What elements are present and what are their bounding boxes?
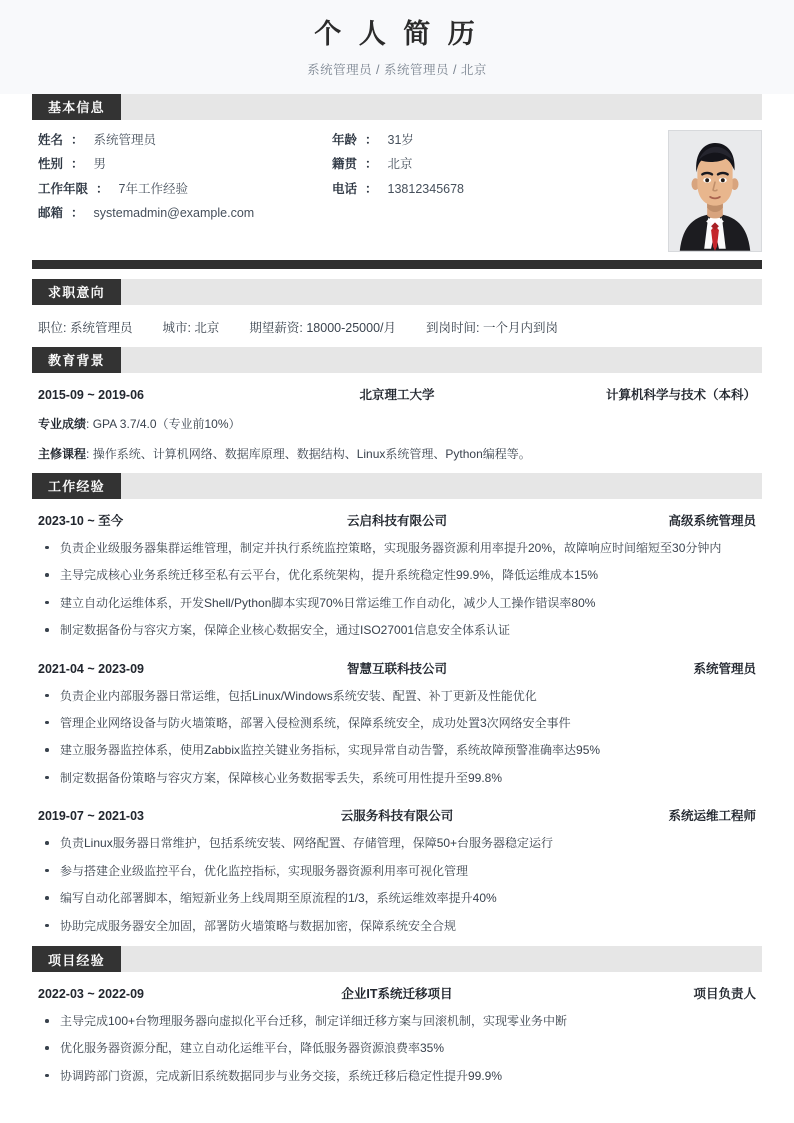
project-heading-row	[38, 984, 756, 1002]
section-title-job-intention: 求职意向	[32, 279, 121, 305]
work-date: 2021-04 ~ 2023-09	[38, 661, 144, 676]
work-experience-item	[38, 806, 756, 936]
field-work-years-value: 7年工作经验	[118, 181, 188, 196]
education-date: 2015-09 ~ 2019-06	[38, 387, 144, 402]
field-age-colon: ：	[365, 132, 378, 147]
section-strip	[121, 473, 762, 499]
field-age	[332, 134, 602, 147]
section-title-education: 教育背景	[32, 347, 121, 373]
work-heading-row	[38, 659, 756, 677]
work-role: 系统运维工程师	[668, 809, 756, 824]
field-phone-value: 13812345678	[387, 181, 465, 196]
field-email-colon: ：	[71, 206, 84, 221]
list-item: 建立服务器监控体系，使用Zabbix监控关键业务指标，实现异常自动告警，系统故障预警准确率达95%	[38, 741, 756, 760]
field-work-years-label: 工作年限	[38, 181, 89, 196]
field-age-label: 年龄	[332, 132, 358, 147]
basic-info-left-column	[32, 134, 332, 196]
avatar	[668, 130, 762, 252]
list-item: 协助完成服务器安全加固，部署防火墙策略与数据加密，保障系统安全合规	[38, 917, 756, 936]
work-experience-item	[38, 511, 756, 641]
intention-salary: 期望薪资: 18000-25000/月	[249, 320, 397, 335]
project-role: 项目负责人	[693, 987, 756, 1001]
field-email-label: 邮箱	[38, 206, 64, 221]
portrait-illustration	[669, 131, 761, 251]
education-major: 计算机科学与技术（本科）	[605, 387, 756, 402]
page-title: 个 人 简 历	[314, 19, 480, 49]
work-experience-body	[0, 499, 794, 946]
job-intention-body	[0, 305, 794, 347]
work-heading-row	[38, 511, 756, 529]
field-age-value: 31岁	[387, 132, 414, 147]
dark-divider	[32, 260, 762, 269]
education-body	[0, 373, 794, 473]
list-item: 主导完成100+台物理服务器向虚拟化平台迁移，制定详细迁移方案与回滚机制，实现零业务中断	[38, 1012, 756, 1031]
list-item: 制定数据备份策略与容灾方案，保障核心业务数据零丢失，系统可用性提升至99.8%	[38, 769, 756, 788]
education-courses-label: 主修课程	[38, 446, 87, 461]
section-header-work-experience	[0, 473, 794, 499]
list-item: 建立自动化运维体系，开发Shell/Python脚本实现70%日常运维工作自动化，减少人工操作错误率80%	[38, 594, 756, 613]
field-hometown-label: 籍贯	[332, 157, 358, 172]
work-role: 系统管理员	[693, 661, 756, 676]
list-item: 管理企业网络设备与防火墙策略，部署入侵检测系统，保障系统安全，成功处置3次网络安全事件	[38, 714, 756, 733]
project-name: 企业IT系统迁移项目	[341, 987, 453, 1001]
section-header-basic-info	[0, 94, 794, 120]
spacer	[0, 269, 794, 279]
work-company: 云启科技有限公司	[346, 513, 447, 528]
education-school: 北京理工大学	[359, 387, 435, 402]
work-experience-item	[38, 659, 756, 789]
work-bullet-list	[38, 539, 756, 641]
education-gpa-label: 专业成绩	[38, 416, 87, 431]
field-phone	[332, 183, 602, 196]
field-name-colon: ：	[71, 132, 84, 147]
basic-info-right-column	[332, 134, 602, 196]
section-strip	[121, 347, 762, 373]
education-gpa-row	[38, 415, 756, 433]
section-title-project-experience: 项目经验	[32, 946, 121, 972]
field-work-years-colon: ：	[96, 181, 109, 196]
project-bullet-list	[38, 1012, 756, 1086]
list-item: 负责企业级服务器集群运维管理，制定并执行系统监控策略，实现服务器资源利用率提升20%，故障响应时间缩短至30分钟内	[38, 539, 756, 558]
field-gender-label: 性别	[38, 157, 64, 172]
section-header-education	[0, 347, 794, 373]
list-item: 负责企业内部服务器日常运维，包括Linux/Windows系统安装、配置、补丁更新及性能优化	[38, 687, 756, 706]
project-experience-body	[0, 972, 794, 1096]
intention-city: 城市: 北京	[162, 320, 220, 335]
list-item: 主导完成核心业务系统迁移至私有云平台，优化系统架构，提升系统稳定性99.9%，降低运维成本15%	[38, 566, 756, 585]
education-heading-row	[38, 385, 756, 403]
work-bullet-list	[38, 687, 756, 789]
work-bullet-list	[38, 834, 756, 936]
work-date: 2023-10 ~ 至今	[38, 513, 124, 528]
section-title-work-experience: 工作经验	[32, 473, 121, 499]
work-date: 2019-07 ~ 2021-03	[38, 809, 144, 824]
resume-header	[0, 0, 794, 94]
education-courses-value: 操作系统、计算机网络、数据库原理、数据结构、Linux系统管理、Python编程等。	[92, 446, 531, 461]
list-item: 优化服务器资源分配，建立自动化运维平台，降低服务器资源浪费率35%	[38, 1039, 756, 1058]
field-gender	[38, 158, 332, 171]
project-date: 2022-03 ~ 2022-09	[38, 987, 144, 1001]
field-email-value: systemadmin@example.com	[93, 206, 255, 221]
intention-position: 职位: 系统管理员	[38, 320, 133, 335]
field-phone-label: 电话	[332, 181, 358, 196]
project-experience-item	[38, 984, 756, 1086]
page-subtitle: 系统管理员 / 系统管理员 / 北京	[307, 62, 487, 77]
field-hometown-colon: ：	[365, 157, 378, 172]
education-gpa-value: GPA 3.7/4.0（专业前10%）	[92, 416, 241, 431]
field-phone-colon: ：	[365, 181, 378, 196]
section-strip	[121, 94, 762, 120]
list-item: 编写自动化部署脚本，缩短新业务上线周期至原流程的1/3，系统运维效率提升40%	[38, 889, 756, 908]
work-role: 高级系统管理员	[668, 513, 756, 528]
education-courses-row	[38, 445, 756, 463]
field-work-years	[38, 183, 332, 196]
section-title-basic-info: 基本信息	[32, 94, 121, 120]
intention-available-date: 到岗时间: 一个月内到岗	[426, 320, 558, 335]
list-item: 参与搭建企业级监控平台，优化监控指标，实现服务器资源利用率可视化管理	[38, 862, 756, 881]
work-heading-row	[38, 806, 756, 824]
section-strip	[121, 279, 762, 305]
field-name-value: 系统管理员	[93, 132, 157, 147]
field-name-label: 姓名	[38, 132, 64, 147]
field-name	[38, 134, 332, 147]
field-gender-value: 男	[93, 157, 107, 172]
field-hometown-value: 北京	[387, 157, 413, 172]
field-hometown	[332, 158, 602, 171]
section-header-project-experience	[0, 946, 794, 972]
list-item: 协调跨部门资源，完成新旧系统数据同步与业务交接，系统迁移后稳定性提升99.9%	[38, 1067, 756, 1086]
education-courses-colon: :	[86, 446, 93, 461]
field-gender-colon: ：	[71, 157, 84, 172]
section-header-job-intention	[0, 279, 794, 305]
work-company: 智慧互联科技公司	[346, 661, 447, 676]
section-strip	[121, 946, 762, 972]
field-email	[32, 207, 762, 220]
basic-info-body	[0, 120, 794, 248]
work-company: 云服务科技有限公司	[340, 809, 454, 824]
list-item: 制定数据备份与容灾方案，保障企业核心数据安全，通过ISO27001信息安全体系认证	[38, 621, 756, 640]
education-gpa-colon: :	[86, 416, 93, 431]
list-item: 负责Linux服务器日常维护，包括系统安装、网络配置、存储管理，保障50+台服务器稳定运行	[38, 834, 756, 853]
